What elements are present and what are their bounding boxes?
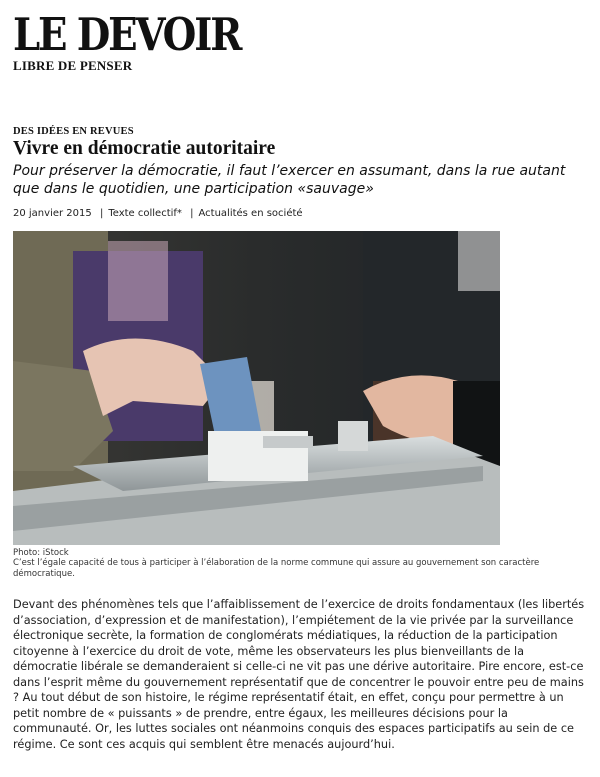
article-photo <box>13 231 500 545</box>
meta-separator: | <box>99 208 104 219</box>
article-title: Vivre en démocratie autoritaire <box>13 138 276 159</box>
tagline: LIBRE DE PENSER <box>13 58 133 73</box>
meta-separator: | <box>190 208 194 219</box>
section-kicker[interactable]: DES IDÉES EN REVUES <box>13 126 134 137</box>
logo[interactable]: LE DEVOIR <box>13 8 241 61</box>
photo-caption: C’est l’égale capacité de tous à participer à l’élaboration de la norme commune qui assure au gouvernement son caractère démocratique. <box>13 558 540 579</box>
ballot-box-illustration <box>13 231 500 545</box>
article-date: 20 janvier 2015 <box>13 208 92 219</box>
masthead <box>13 8 277 74</box>
article-author: Texte collectif* <box>108 208 182 219</box>
article-dek: Pour préserver la démocratie, il faut l’exercer en assumant, dans la rue autant que dans le quotidien, une participation «sauvage» <box>13 163 566 197</box>
article-body: Devant des phénomènes tels que l’affaiblissement de l’exercice de droits fondamentaux (les libertés d’association, d’expression et de manifestation), l’empiétement de la vie privée par la surveillance électronique secrète, la formation de conglomérats médiatiques, la réduction de la participation citoyenne à l’exercice du droit de vote, même les observateurs les plus bienveillants de la démocratie libérale se demanderaient si celle-ci ne vit pas une dérive autoritaire. Pire encore, est-ce dans l’esprit même du gouvernement représentatif que de concentrer le pouvoir entre peu de mains ? Au tout début de son histoire, le régime représentatif était, en effet, conçu pour permettre à un petit nombre de « puissants » de prendre, entre égaux, les meilleures décisions pour la communauté. Or, les luttes sociales ont néanmoins conquis des espaces participatifs au sein de ce régime. Ce sont ces acquis qui semblent être menacés aujourd’hui. <box>13 598 585 751</box>
article-section-link[interactable]: Actualités en société <box>198 208 303 219</box>
article-header <box>13 126 588 219</box>
article-meta <box>13 208 588 219</box>
photo-credit: Photo: iStock <box>13 548 69 558</box>
